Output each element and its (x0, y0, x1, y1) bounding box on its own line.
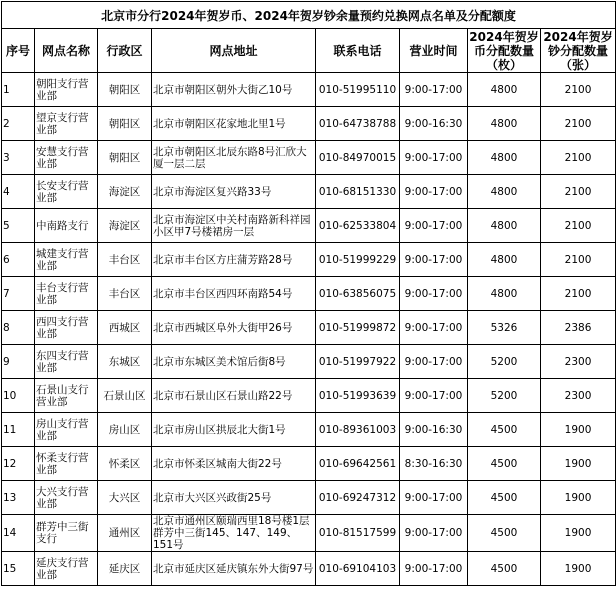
cell-address: 北京市东城区美术馆后街8号 (152, 345, 316, 379)
header-note-quota: 2024年贺岁钞分配数量（张） (541, 29, 616, 73)
cell-branch-name: 群芳中三街支行 (35, 515, 98, 552)
header-hours: 营业时间 (400, 29, 468, 73)
cell-branch-name: 长安支行营业部 (35, 175, 98, 209)
table-row (2, 481, 616, 515)
allocation-table (1, 1, 616, 586)
cell-note-quota: 2300 (541, 379, 616, 413)
cell-coin-quota: 4800 (468, 175, 541, 209)
cell-address: 北京市西城区阜外大街甲26号 (152, 311, 316, 345)
cell-coin-quota: 4800 (468, 243, 541, 277)
cell-note-quota: 2100 (541, 277, 616, 311)
cell-coin-quota: 5326 (468, 311, 541, 345)
cell-branch-name: 西四支行营业部 (35, 311, 98, 345)
cell-district: 海淀区 (98, 209, 152, 243)
cell-branch-name: 望京支行营业部 (35, 107, 98, 141)
cell-district: 大兴区 (98, 481, 152, 515)
cell-address: 北京市朝阳区北辰东路8号汇欣大厦一层二层 (152, 141, 316, 175)
cell-hours: 9:00-17:00 (400, 552, 468, 586)
header-district: 行政区 (98, 29, 152, 73)
cell-district: 朝阳区 (98, 141, 152, 175)
cell-phone: 010-62533804 (316, 209, 400, 243)
cell-phone: 010-63856075 (316, 277, 400, 311)
header-phone: 联系电话 (316, 29, 400, 73)
cell-coin-quota: 4500 (468, 413, 541, 447)
table-row (2, 243, 616, 277)
cell-seq: 13 (2, 481, 35, 515)
cell-district: 房山区 (98, 413, 152, 447)
cell-hours: 9:00-17:00 (400, 175, 468, 209)
cell-note-quota: 2300 (541, 345, 616, 379)
table-row (2, 311, 616, 345)
cell-seq: 2 (2, 107, 35, 141)
cell-phone: 010-81517599 (316, 515, 400, 552)
cell-address: 北京市大兴区兴政街25号 (152, 481, 316, 515)
cell-branch-name: 石景山支行营业部 (35, 379, 98, 413)
cell-coin-quota: 5200 (468, 345, 541, 379)
header-row (2, 29, 616, 73)
cell-note-quota: 1900 (541, 447, 616, 481)
cell-coin-quota: 5200 (468, 379, 541, 413)
cell-hours: 9:00-17:00 (400, 311, 468, 345)
cell-phone: 010-84970015 (316, 141, 400, 175)
cell-address: 北京市朝阳区花家地北里1号 (152, 107, 316, 141)
cell-seq: 3 (2, 141, 35, 175)
cell-address: 北京市丰台区方庄蒲芳路28号 (152, 243, 316, 277)
cell-phone: 010-69104103 (316, 552, 400, 586)
cell-note-quota: 2100 (541, 73, 616, 107)
cell-address: 北京市通州区颐瑞西里18号楼1层群芳中三街145、147、149、151号 (152, 515, 316, 552)
cell-district: 丰台区 (98, 243, 152, 277)
cell-seq: 11 (2, 413, 35, 447)
cell-seq: 6 (2, 243, 35, 277)
table-row (2, 515, 616, 552)
cell-coin-quota: 4500 (468, 552, 541, 586)
table-row (2, 209, 616, 243)
cell-phone: 010-51997922 (316, 345, 400, 379)
cell-branch-name: 房山支行营业部 (35, 413, 98, 447)
cell-seq: 4 (2, 175, 35, 209)
cell-seq: 1 (2, 73, 35, 107)
cell-coin-quota: 4500 (468, 515, 541, 552)
cell-coin-quota: 4800 (468, 141, 541, 175)
cell-coin-quota: 4800 (468, 73, 541, 107)
cell-note-quota: 1900 (541, 552, 616, 586)
cell-hours: 9:00-17:00 (400, 277, 468, 311)
table-row (2, 447, 616, 481)
cell-phone: 010-68151330 (316, 175, 400, 209)
cell-hours: 8:30-16:30 (400, 447, 468, 481)
cell-district: 海淀区 (98, 175, 152, 209)
table-row (2, 277, 616, 311)
cell-note-quota: 2386 (541, 311, 616, 345)
cell-district: 通州区 (98, 515, 152, 552)
cell-hours: 9:00-17:00 (400, 73, 468, 107)
cell-seq: 9 (2, 345, 35, 379)
header-name: 网点名称 (35, 29, 98, 73)
cell-phone: 010-51999229 (316, 243, 400, 277)
cell-district: 朝阳区 (98, 73, 152, 107)
table-row (2, 413, 616, 447)
cell-coin-quota: 4500 (468, 447, 541, 481)
cell-coin-quota: 4800 (468, 277, 541, 311)
cell-seq: 7 (2, 277, 35, 311)
cell-district: 石景山区 (98, 379, 152, 413)
table-title: 北京市分行2024年贺岁币、2024年贺岁钞余量预约兑换网点名单及分配额度 (2, 2, 616, 29)
cell-coin-quota: 4800 (468, 209, 541, 243)
cell-branch-name: 怀柔支行营业部 (35, 447, 98, 481)
cell-branch-name: 东四支行营业部 (35, 345, 98, 379)
cell-hours: 9:00-16:30 (400, 413, 468, 447)
cell-address: 北京市房山区拱辰北大街1号 (152, 413, 316, 447)
cell-hours: 9:00-17:00 (400, 515, 468, 552)
cell-district: 西城区 (98, 311, 152, 345)
cell-address: 北京市海淀区中关村南路新科祥园小区甲7号楼裙房一层 (152, 209, 316, 243)
cell-hours: 9:00-17:00 (400, 379, 468, 413)
cell-district: 东城区 (98, 345, 152, 379)
cell-seq: 10 (2, 379, 35, 413)
cell-phone: 010-51993639 (316, 379, 400, 413)
cell-branch-name: 安慧支行营业部 (35, 141, 98, 175)
cell-hours: 9:00-17:00 (400, 243, 468, 277)
cell-note-quota: 1900 (541, 515, 616, 552)
table-row (2, 345, 616, 379)
cell-address: 北京市丰台区西四环南路54号 (152, 277, 316, 311)
cell-address: 北京市延庆区延庆镇东外大街97号 (152, 552, 316, 586)
cell-seq: 15 (2, 552, 35, 586)
cell-branch-name: 朝阳支行营业部 (35, 73, 98, 107)
cell-note-quota: 1900 (541, 413, 616, 447)
cell-district: 延庆区 (98, 552, 152, 586)
cell-address: 北京市朝阳区朝外大街乙10号 (152, 73, 316, 107)
cell-hours: 9:00-17:00 (400, 345, 468, 379)
cell-note-quota: 1900 (541, 481, 616, 515)
cell-phone: 010-89361003 (316, 413, 400, 447)
cell-address: 北京市海淀区复兴路33号 (152, 175, 316, 209)
cell-coin-quota: 4800 (468, 107, 541, 141)
cell-phone: 010-51995110 (316, 73, 400, 107)
cell-district: 朝阳区 (98, 107, 152, 141)
cell-note-quota: 2100 (541, 175, 616, 209)
cell-phone: 010-64738788 (316, 107, 400, 141)
cell-hours: 9:00-17:00 (400, 209, 468, 243)
table-row (2, 552, 616, 586)
cell-address: 北京市石景山区石景山路22号 (152, 379, 316, 413)
cell-branch-name: 中南路支行 (35, 209, 98, 243)
table-row (2, 107, 616, 141)
cell-phone: 010-69247312 (316, 481, 400, 515)
cell-note-quota: 2100 (541, 209, 616, 243)
cell-seq: 12 (2, 447, 35, 481)
cell-district: 怀柔区 (98, 447, 152, 481)
cell-seq: 8 (2, 311, 35, 345)
cell-note-quota: 2100 (541, 243, 616, 277)
cell-note-quota: 2100 (541, 141, 616, 175)
cell-seq: 5 (2, 209, 35, 243)
title-row (2, 2, 616, 29)
cell-district: 丰台区 (98, 277, 152, 311)
cell-hours: 9:00-16:30 (400, 107, 468, 141)
cell-phone: 010-51999872 (316, 311, 400, 345)
cell-coin-quota: 4500 (468, 481, 541, 515)
table-row (2, 141, 616, 175)
cell-hours: 9:00-17:00 (400, 481, 468, 515)
cell-branch-name: 大兴支行营业部 (35, 481, 98, 515)
header-seq: 序号 (2, 29, 35, 73)
header-address: 网点地址 (152, 29, 316, 73)
table-row (2, 379, 616, 413)
table-row (2, 175, 616, 209)
cell-phone: 010-69642561 (316, 447, 400, 481)
cell-note-quota: 2100 (541, 107, 616, 141)
header-coin-quota: 2024年贺岁币分配数量（枚） (469, 29, 539, 72)
cell-branch-name: 城建支行营业部 (35, 243, 98, 277)
cell-branch-name: 丰台支行营业部 (35, 277, 98, 311)
cell-hours: 9:00-17:00 (400, 141, 468, 175)
table-row (2, 73, 616, 107)
cell-seq: 14 (2, 515, 35, 552)
cell-address: 北京市怀柔区城南大街22号 (152, 447, 316, 481)
cell-branch-name: 延庆支行营业部 (35, 552, 98, 586)
